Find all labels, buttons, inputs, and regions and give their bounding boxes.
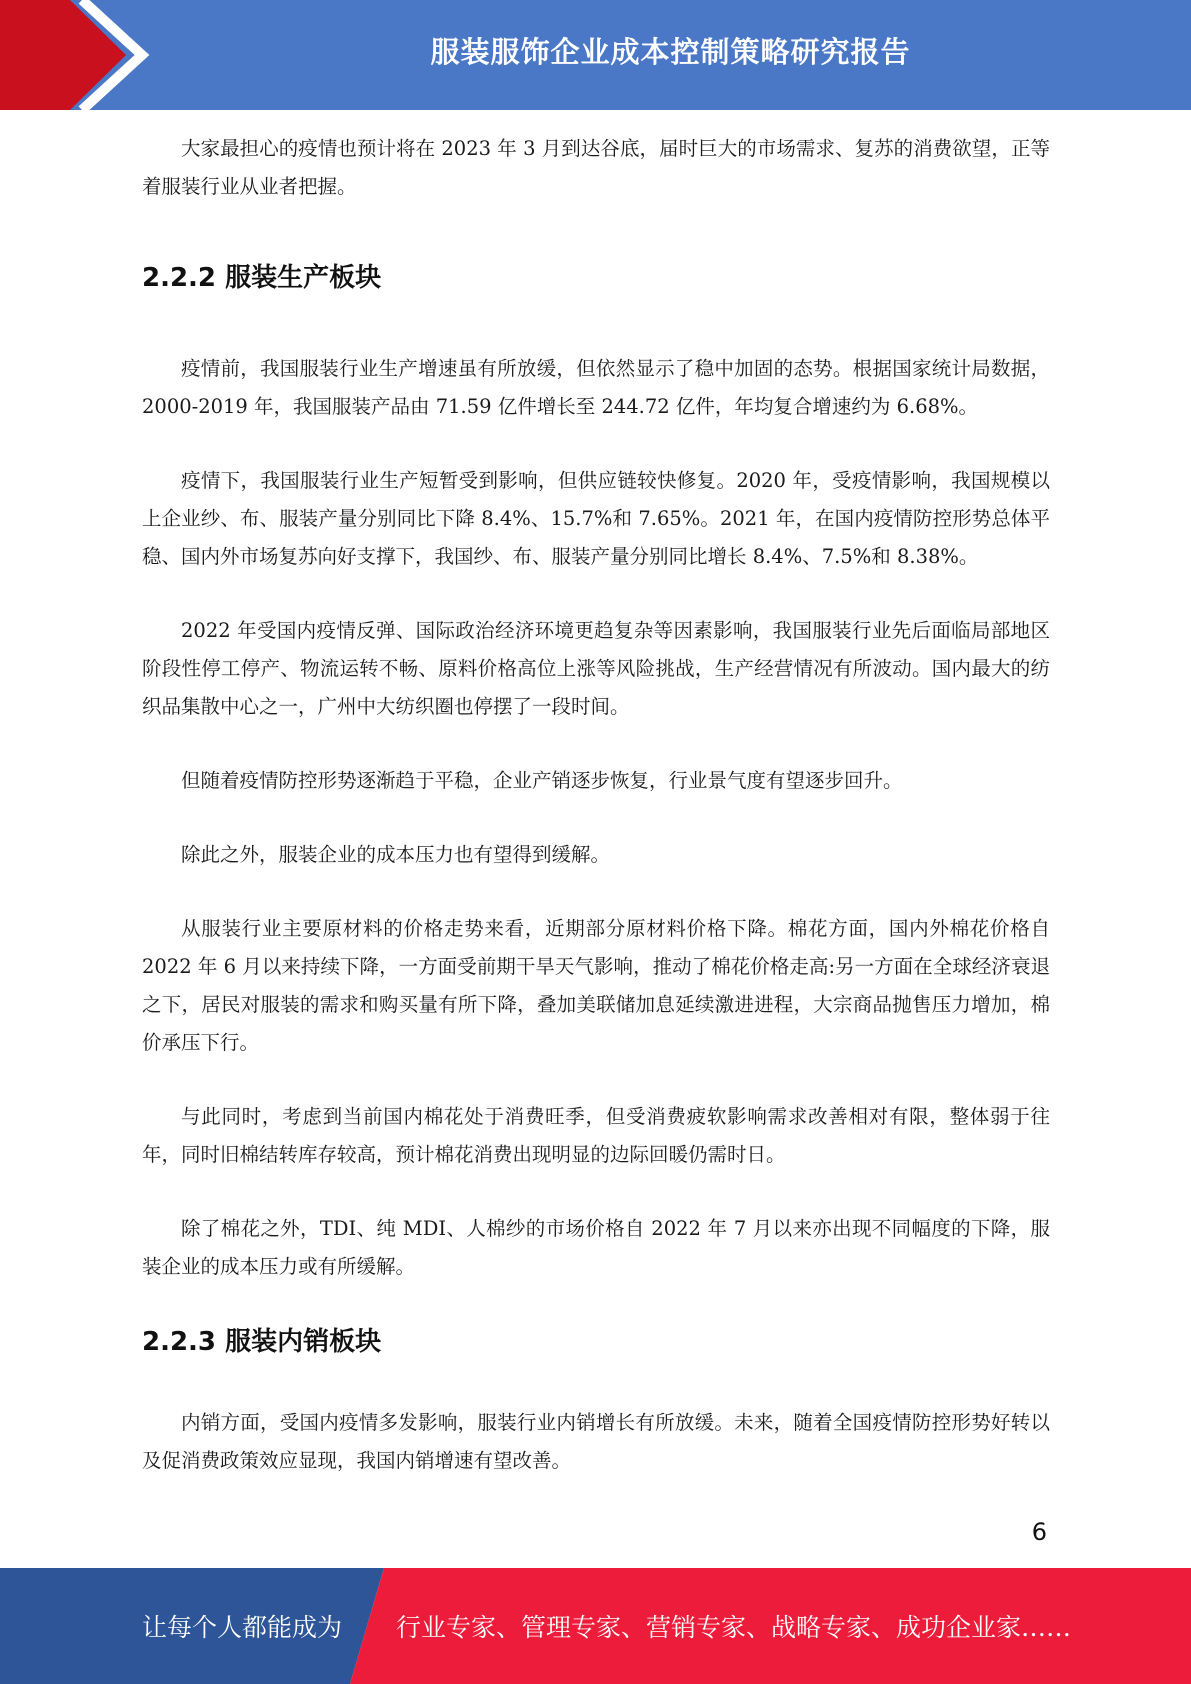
- paragraph-other-materials: 除了棉花之外，TDI、纯 MDI、人棉纱的市场价格自 2022 年 7 月以来亦出现不同幅度的下降，服装企业的成本压力或有所缓解。: [142, 1217, 1050, 1278]
- paragraph-raw-material-prices: 从服装行业主要原材料的价格走势来看，近期部分原材料价格下降。棉花方面，国内外棉花价格自 2022 年 6 月以来持续下降，一方面受前期干旱天气影响，推动了棉花价格走高:另一方面在全球经济衰退之下，居民对服装的需求和购买量有所下降，叠加美联储加息延续激进进程，大宗商品抛售压力增加，棉价承压下行。: [142, 917, 1050, 1054]
- paragraph-domestic-sales: 内销方面，受国内疫情多发影响，服装行业内销增长有所放缓。未来，随着全国疫情防控形势好转以及促消费政策效应显现，我国内销增速有望改善。: [142, 1411, 1050, 1472]
- section-heading-2-2-2: 2.2.2 服装生产板块: [142, 263, 382, 293]
- report-title: 服装服饰企业成本控制策略研究报告: [430, 34, 911, 69]
- paragraph-recovery: 但随着疫情防控形势逐渐趋于平稳，企业产销逐步恢复，行业景气度有望逐步回升。: [181, 769, 903, 792]
- page-number: 6: [1031, 1518, 1047, 1546]
- section-heading-2-2-3: 2.2.3 服装内销板块: [142, 1327, 382, 1357]
- footer-banner: [0, 1568, 1191, 1684]
- header-chevron-decoration: [0, 0, 150, 110]
- footer-slogan-left: 让每个人都能成为: [142, 1613, 343, 1642]
- paragraph-intro: 大家最担心的疫情也预计将在 2023 年 3 月到达谷底，届时巨大的市场需求、复苏的消费欲望，正等着服装行业从业者把握。: [142, 137, 1050, 198]
- paragraph-cotton-consumption: 与此同时，考虑到当前国内棉花处于消费旺季，但受消费疲软影响需求改善相对有限，整体弱于往年，同时旧棉结转库存较高，预计棉花消费出现明显的边际回暖仍需时日。: [142, 1105, 1050, 1166]
- paragraph-cost-pressure: 除此之外，服装企业的成本压力也有望得到缓解。: [181, 843, 611, 866]
- paragraph-production-pre-pandemic: 疫情前，我国服装行业生产增速虽有所放缓，但依然显示了稳中加固的态势。根据国家统计局数据，2000-2019 年，我国服装产品由 71.59 亿件增长至 244.72 亿件，年均复合增速约为 6.68%。: [142, 357, 1050, 418]
- document-body: [142, 130, 1050, 1480]
- footer-slogan-right: 行业专家、管理专家、营销专家、战略专家、成功企业家……: [396, 1613, 1072, 1642]
- paragraph-production-pandemic: 疫情下，我国服装行业生产短暂受到影响，但供应链较快修复。2020 年，受疫情影响，我国规模以上企业纱、布、服装产量分别同比下降 8.4%、15.7%和 7.65%。2021 年，在国内疫情防控形势总体平稳、国内外市场复苏向好支撑下，我国纱、布、服装产量分别同比增长 8.4%、7.5%和 8.38%。: [142, 469, 1050, 568]
- header-banner: [0, 0, 1191, 110]
- paragraph-2022-impact: 2022 年受国内疫情反弹、国际政治经济环境更趋复杂等因素影响，我国服装行业先后面临局部地区阶段性停工停产、物流运转不畅、原料价格高位上涨等风险挑战，生产经营情况有所波动。国内最大的纺织品集散中心之一，广州中大纺织圈也停摆了一段时间。: [142, 619, 1050, 718]
